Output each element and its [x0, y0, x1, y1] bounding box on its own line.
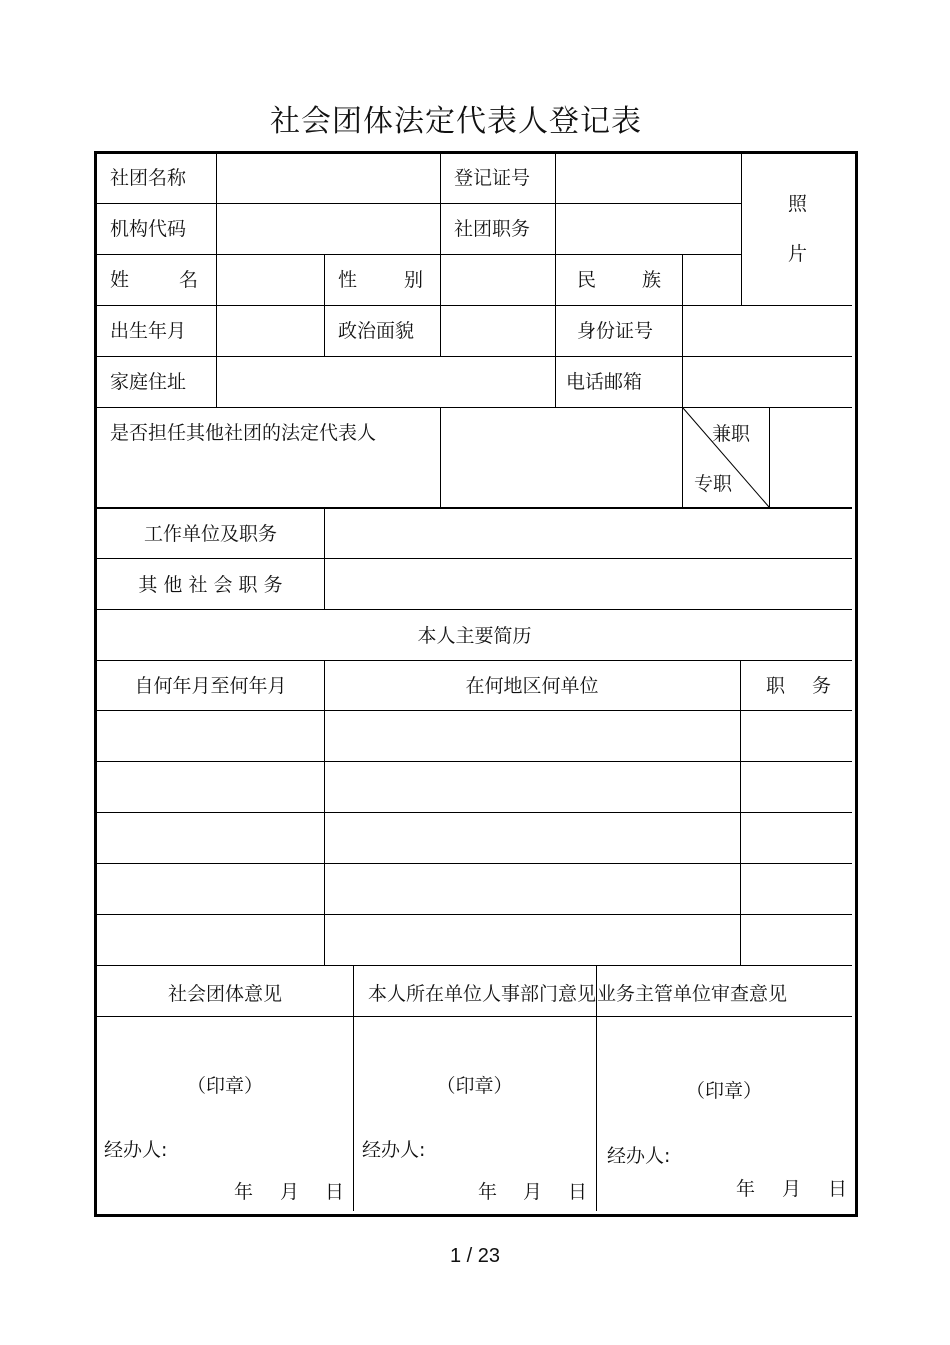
label-org-code: 机构代码: [110, 218, 187, 240]
seal-1: （印章）: [186, 1075, 263, 1097]
section-resume-heading: 本人主要简历: [417, 625, 532, 647]
date-day-3: 日: [828, 1178, 848, 1200]
handler-3: 经办人:: [607, 1145, 671, 1167]
col-post-2: 务: [812, 675, 832, 697]
handler-1: 经办人:: [104, 1139, 168, 1161]
label-supervisor-opinion: 业务主管单位审查意见: [597, 983, 788, 1005]
label-unit-position: 工作单位及职务: [143, 523, 277, 545]
date-year-3: 年: [736, 1178, 756, 1200]
seal-2: （印章）: [436, 1075, 513, 1097]
label-society-opinion: 社会团体意见: [167, 983, 282, 1005]
label-reg-no: 登记证号: [454, 167, 531, 189]
col-unit: 在何地区何单位: [465, 675, 599, 697]
page-number: 1 / 23: [449, 1245, 501, 1267]
label-org-position: 社团职务: [454, 218, 531, 240]
label-ethnic-1: 民: [577, 269, 597, 291]
date-day-2: 日: [568, 1181, 588, 1203]
label-name-2: 名: [179, 269, 199, 291]
label-ethnic-2: 族: [642, 269, 662, 291]
form-title: 社会团体法定代表人登记表: [270, 104, 642, 139]
date-month-1: 月: [280, 1181, 300, 1203]
label-birth: 出生年月: [110, 320, 187, 342]
label-gender-2: 别: [404, 269, 424, 291]
seal-3: （印章）: [685, 1080, 762, 1102]
date-month-2: 月: [523, 1181, 543, 1203]
label-gender-1: 性: [338, 269, 358, 291]
label-photo-2: 片: [788, 243, 808, 265]
label-org-name: 社团名称: [110, 167, 187, 189]
label-phone-email: 电话邮箱: [566, 371, 643, 393]
label-name-1: 姓: [110, 269, 130, 291]
label-full-time: 专职: [694, 473, 733, 495]
col-period: 自何年月至何年月: [134, 675, 287, 697]
date-day-1: 日: [325, 1181, 345, 1203]
label-hr-opinion: 本人所在单位人事部门意见: [368, 983, 597, 1005]
label-address: 家庭住址: [110, 371, 187, 393]
label-other-social-positions: 其 他 社 会 职 务: [138, 574, 283, 596]
col-post-1: 职: [766, 675, 786, 697]
label-id-no: 身份证号: [577, 320, 654, 342]
date-month-3: 月: [782, 1178, 802, 1200]
date-year-2: 年: [478, 1181, 498, 1203]
label-photo-1: 照: [788, 193, 808, 215]
label-politics: 政治面貌: [338, 320, 415, 342]
date-year-1: 年: [234, 1181, 254, 1203]
label-part-time: 兼职: [712, 423, 751, 445]
handler-2: 经办人:: [362, 1139, 426, 1161]
label-other-legal-rep: 是否担任其他社团的法定代表人: [110, 422, 377, 444]
